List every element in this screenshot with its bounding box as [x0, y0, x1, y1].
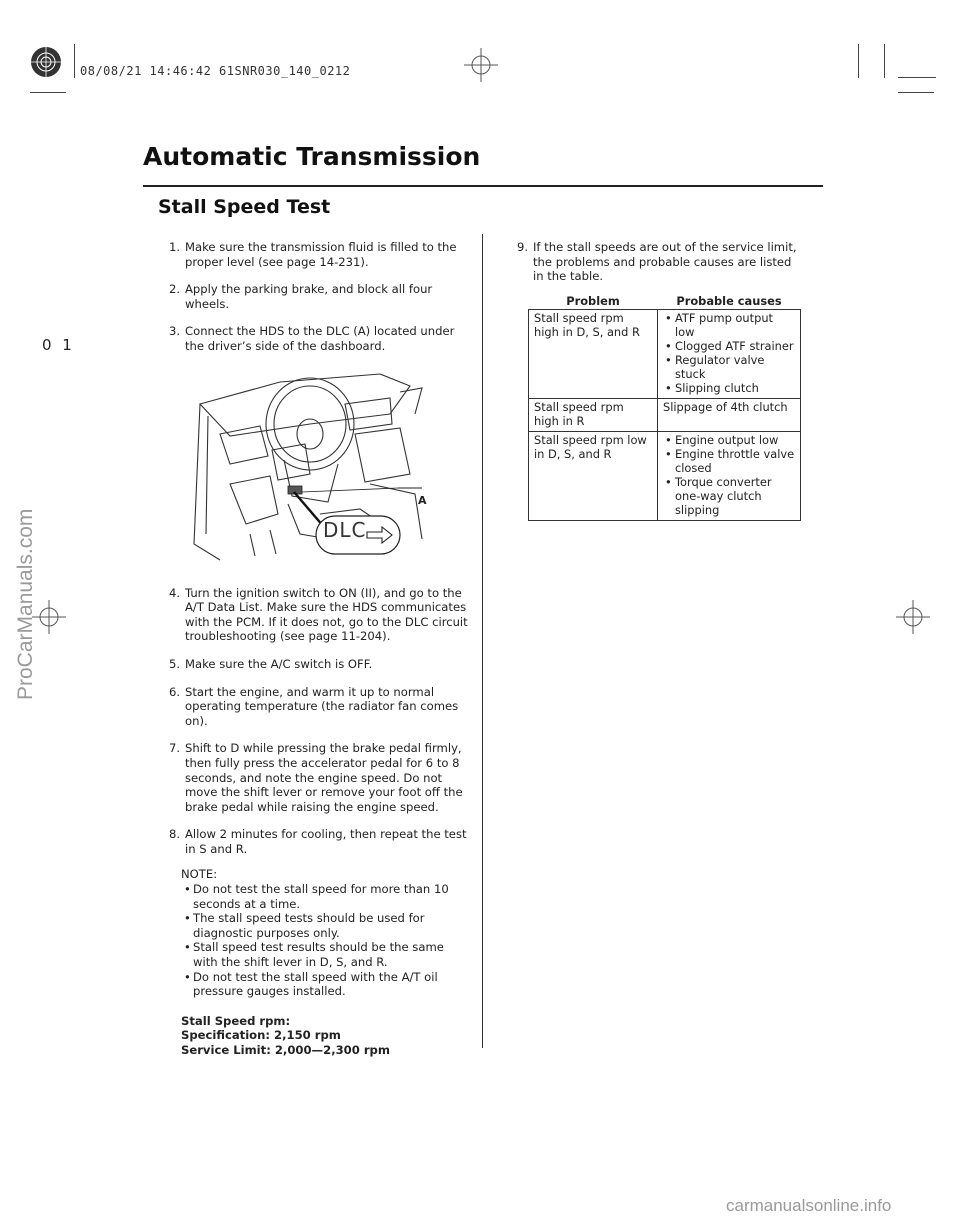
step-number: 3. [168, 324, 180, 339]
stall-speed-specs [181, 1014, 470, 1058]
table-header-problem: Problem [566, 293, 620, 308]
step-text: Make sure the transmission fluid is filled to the proper level (see page 14-231). [185, 240, 457, 269]
step-number: 9. [516, 240, 528, 254]
step-item [160, 586, 470, 644]
step-text: Start the engine, and warm it up to normal operating temperature (the radiator fan comes on). [185, 684, 459, 728]
crop-mark [898, 77, 936, 78]
step-text: Allow 2 minutes for cooling, then repeat the test in S and R. [185, 827, 467, 856]
cause-item: • Engine throttle valve closed [663, 447, 795, 475]
registration-target-icon [28, 44, 64, 80]
dashboard-illustration [160, 364, 470, 564]
step-item [160, 685, 470, 729]
crosshair-mark-right [896, 600, 930, 634]
cause-item: • Regulator valve stuck [663, 353, 795, 381]
cause-item: • Torque converter one-way clutch slipping [663, 475, 795, 517]
table-cell-problem: Stall speed rpm low in D, S, and R [529, 431, 658, 520]
section-title: Stall Speed Test [158, 196, 331, 218]
step-number: 4. [168, 585, 180, 600]
specs-heading: Stall Speed rpm: [181, 1013, 291, 1028]
table-row [529, 431, 801, 520]
step-number: 5. [168, 656, 180, 671]
crop-mark [884, 44, 885, 78]
table-row [529, 309, 801, 398]
step-text: Turn the ignition switch to ON (II), and go to the A/T Data List. Make sure the HDS communicates with the PCM. If it does not, go to the DLC circuit troubleshooting (see page 11-204). [185, 585, 468, 644]
note-list [181, 882, 470, 999]
table-row [529, 398, 801, 431]
step-text: Shift to D while pressing the brake pedal firmly, then fully press the accelerator pedal for 6 to 8 seconds, and note the engine speed. Do not move the shift lever or remove your foot off the brake pedal while raising the engine speed. [185, 741, 463, 814]
table-cell-problem: Stall speed rpm high in R [529, 398, 658, 431]
table-header-causes: Probable causes [676, 293, 782, 308]
step-item [508, 240, 804, 284]
crop-mark [858, 44, 859, 78]
step-number: 7. [168, 741, 180, 756]
page-title: Automatic Transmission [143, 142, 481, 171]
step-item [160, 240, 470, 269]
note-item: • Stall speed test results should be the same with the shift lever in D, S, and R. [181, 940, 470, 969]
note-item: • The stall speed tests should be used for diagnostic purposes only. [181, 911, 470, 940]
side-watermark: ProCarManuals.com [14, 508, 37, 700]
callout-label: A [418, 493, 427, 507]
step-item [160, 324, 470, 353]
step-number: 8. [168, 827, 180, 842]
crop-mark [898, 92, 934, 93]
note-block [181, 867, 470, 998]
causes-list [663, 311, 795, 395]
table-cell-causes [658, 309, 801, 398]
crop-mark [74, 44, 75, 78]
problem-causes-table [528, 294, 801, 521]
table-cell-causes [658, 431, 801, 520]
cause-item: • Engine output low [663, 433, 795, 447]
crosshair-mark-top [464, 48, 498, 82]
step-text: If the stall speeds are out of the service limit, the problems and probable causes are listed in the table. [533, 240, 797, 284]
registration-mark-top-left [28, 44, 64, 80]
step-item [160, 741, 470, 814]
note-item: • Do not test the stall speed for more than 10 seconds at a time. [181, 882, 470, 911]
crosshair-icon [464, 48, 498, 82]
table-cell-problem: Stall speed rpm high in D, S, and R [529, 309, 658, 398]
cause-item: • Clogged ATF strainer [663, 339, 795, 353]
note-item: • Do not test the stall speed with the A/T oil pressure gauges installed. [181, 970, 470, 999]
step-text: Make sure the A/C switch is OFF. [185, 656, 373, 671]
page-mark: 0 1 [42, 336, 75, 354]
note-heading: NOTE: [181, 867, 218, 882]
step-item [160, 282, 470, 311]
bottom-watermark: carmanualsonline.info [726, 1196, 892, 1215]
table-cell-causes: Slippage of 4th clutch [658, 398, 801, 431]
crop-mark [30, 92, 66, 93]
causes-list [663, 433, 795, 517]
crosshair-icon [896, 600, 930, 634]
dlc-label: DLC [323, 517, 367, 542]
print-timestamp: 08/08/21 14:46:42 61SNR030_140_0212 [80, 64, 351, 78]
column-divider [482, 234, 483, 1048]
step-item [160, 827, 470, 856]
right-column [508, 240, 804, 521]
procedure-steps [160, 240, 470, 1058]
step-text: Apply the parking brake, and block all four wheels. [185, 282, 433, 311]
step-number: 6. [168, 684, 180, 699]
cause-item: • Slipping clutch [663, 381, 795, 395]
step-number: 1. [168, 240, 180, 254]
cause-item: • ATF pump output low [663, 311, 795, 339]
step-text: Connect the HDS to the DLC (A) located under the driver’s side of the dashboard. [185, 324, 455, 353]
dashboard-dlc-figure [160, 364, 470, 564]
specs-service-limit: Service Limit: 2,000—2,300 rpm [181, 1043, 390, 1057]
step-number: 2. [168, 282, 180, 297]
specs-specification: Specification: 2,150 rpm [181, 1028, 341, 1043]
step-item [160, 657, 470, 672]
table-header-row [529, 294, 801, 310]
title-rule [143, 185, 823, 187]
